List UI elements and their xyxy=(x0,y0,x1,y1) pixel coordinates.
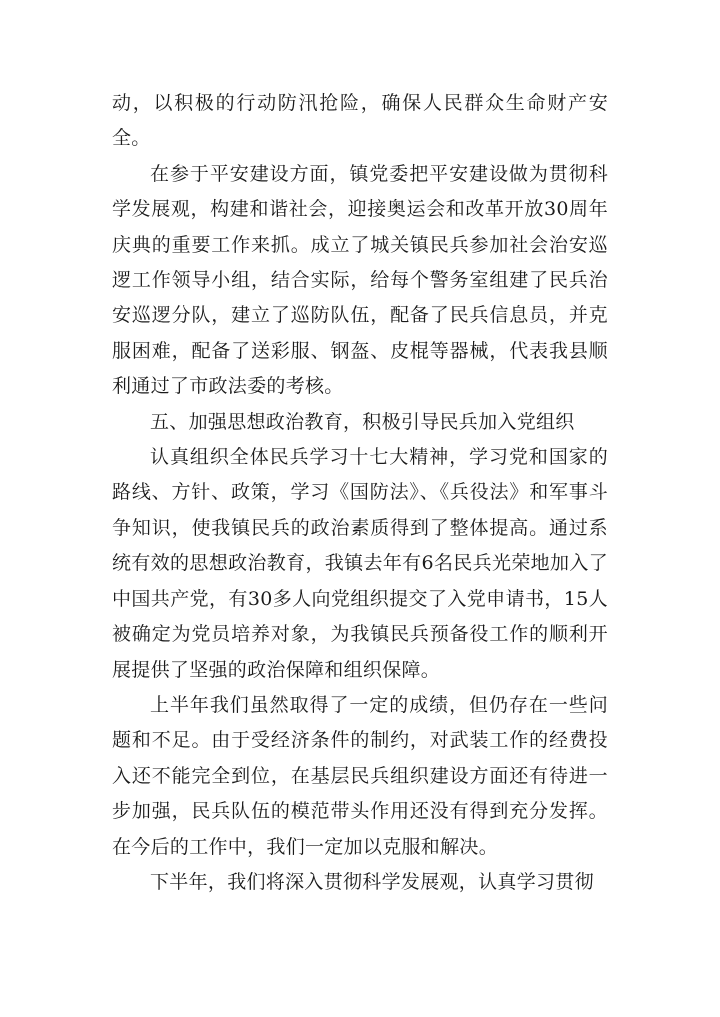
paragraph-safety-construction: 在参于平安建设方面，镇党委把平安建设做为贯彻科学发展观，构建和谐社会，迎接奥运会和改革开放30周年庆典的重要工作来抓。成立了城关镇民兵参加社会治安巡逻工作领导小组，结合实际，给每个警务室组建了民兵治安巡逻分队，建立了巡防队伍，配备了民兵信息员，并克服困难，配备了送彩服、钢盔、皮棍等器械，代表我县顺利通过了市政法委的考核。 xyxy=(112,162,608,398)
section-heading-political-education: 五、加强思想政治教育，积极引导民兵加入党组织 xyxy=(150,410,575,433)
paragraph-second-half-plan: 下半年，我们将深入贯彻科学发展观，认真学习贯彻 xyxy=(150,870,594,893)
paragraph-political-study: 认真组织全体民兵学习十七大精神，学习党和国家的路线、方针、政策，学习《国防法》、《兵役法》和军事斗争知识，使我镇民兵的政治素质得到了整体提高。通过系统有效的思想政治教育，我镇去年有6名民兵光荣地加入了中国共产党，有30多人向党组织提交了入党申请书，15人被确定为党员培养对象，为我镇民兵预备役工作的顺利开展提供了坚强的政治保障和组织保障。 xyxy=(112,446,608,681)
paragraph-shortcomings: 上半年我们虽然取得了一定的成绩，但仍存在一些问题和不足。由于受经济条件的制约，对武装工作的经费投入还不能完全到位，在基层民兵组织建设方面还有待进一步加强，民兵队伍的模范带头作用还没有得到充分发挥。在今后的工作中，我们一定加以克服和解决。 xyxy=(112,693,608,858)
document-body xyxy=(112,86,608,900)
paragraph-continuation: 动，以积极的行动防汛抢险，确保人民群众生命财产安全。 xyxy=(112,92,608,150)
